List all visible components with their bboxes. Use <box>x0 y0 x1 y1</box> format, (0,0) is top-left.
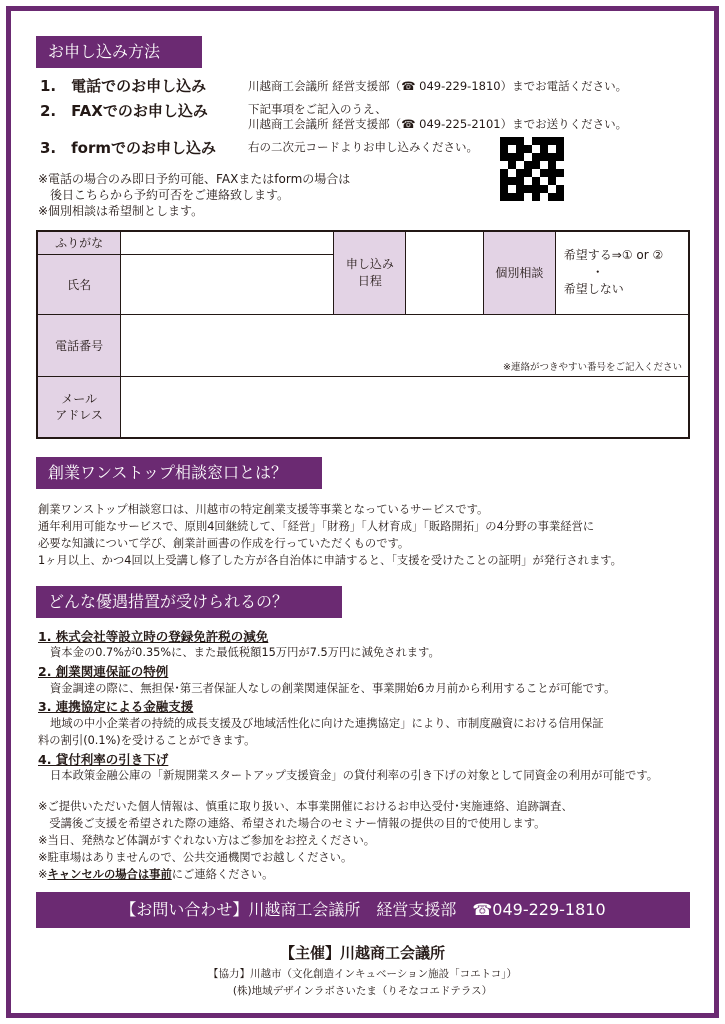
benefit-1-body: 資本金の0.7%が0.35%に、また最低税額15万円が7.5万円に減免されます。 <box>50 646 440 659</box>
mail-label-line2: アドレス <box>55 407 103 422</box>
mail-field[interactable] <box>121 376 689 438</box>
consult-label: 個別相談 <box>484 231 556 314</box>
benefit-2-body: 資金調達の際に、無担保･第三者保証人なしの創業関連保証を、事業開始6カ月前から利用することが可能です。 <box>50 682 616 695</box>
consult-option-dot: ・ <box>591 265 604 280</box>
methods-heading: お申し込み方法 <box>36 36 202 68</box>
benefit-3-body-1: 地域の中小企業者の持続的成長支援及び地域活性化に向けた連携協定」により、市制度融資における信用保証 <box>50 717 604 730</box>
benefit-4-title: 4. 貸付利率の引き下げ <box>38 752 169 767</box>
about-line-3: 必要な知識について学び、創業計画書の作成を行っていただくものです。 <box>38 537 410 550</box>
cancel-emphasis: キャンセルの場合は事前 <box>47 868 172 881</box>
contact-bar[interactable]: 【お問い合わせ】川越商工会議所 経営支援部 ☎049-229-1810 <box>36 892 690 928</box>
benefit-2-title: 2. 創業関連保証の特例 <box>38 664 169 679</box>
method-note-2: 後日こちらから予約可否をご連絡致します。 <box>38 188 290 202</box>
phone-label: 電話番号 <box>37 314 121 376</box>
method-fax-desc-1: 下記事項をご記入のうえ、 <box>248 102 387 116</box>
about-line-1: 創業ワンストップ相談窓口は、川越市の特定創業支援等事業となっているサービスです。 <box>38 503 489 516</box>
mail-label-line1: メール <box>61 391 97 406</box>
method-note-1: ※電話の場合のみ即日予約可能、FAXまたはformの場合は <box>38 172 351 186</box>
about-heading: 創業ワンストップ相談窓口とは？ <box>36 457 322 489</box>
furigana-field[interactable] <box>121 231 334 254</box>
fever-note: ※当日、発熱など体調がすぐれない方はご参加をお控えください。 <box>38 834 376 847</box>
parking-note: ※駐車場はありませんので、公共交通機関でお越しください。 <box>38 851 353 864</box>
benefit-3-body-2: 料の割引(0.1%)を受けることができます。 <box>38 734 256 747</box>
benefit-1-title: 1. 株式会社等設立時の登録免許税の減免 <box>38 629 269 644</box>
name-label: 氏名 <box>37 254 121 314</box>
organizer: 【主催】川越商工会議所 <box>279 944 445 962</box>
cooperation-line-1: 【協力】川越市（文化創造インキュベーション施設「コエトコ」） <box>208 968 517 980</box>
privacy-line-2: 受講後ご支援を希望された際の連絡、希望された場合のセミナー情報の提供の目的で使用します。 <box>38 817 546 830</box>
cancel-note <box>38 866 273 883</box>
about-line-4: 1ヶ月以上、かつ4回以上受講し修了した方が各自治体に申請すると、「支援を受けたことの証明」が発行されます。 <box>38 554 622 567</box>
method-phone-label: 1. 電話でのお申し込み <box>40 77 207 95</box>
privacy-line-1: ※ご提供いただいた個人情報は、慎重に取り扱い、本事業開催におけるお申込受付･実施連絡、追跡調査、 <box>38 800 573 813</box>
method-form-label: 3. formでのお申し込み <box>40 139 216 157</box>
qr-code-icon[interactable] <box>500 137 564 201</box>
cancel-prefix: ※ <box>38 868 48 881</box>
date-label-text: 申し込み日程 <box>345 256 394 288</box>
method-form-desc: 右の二次元コードよりお申し込みください。 <box>248 140 478 154</box>
method-note-3: ※個別相談は希望制とします。 <box>38 204 204 218</box>
date-label <box>334 231 406 314</box>
method-phone-desc: 川越商工会議所 経営支援部（☎ 049-229-1810）までお電話ください。 <box>248 79 628 93</box>
benefit-4-body: 日本政策金融公庫の「新規開業スタートアップ支援資金」の貸付利率の引き下げの対象として同資金の利用が可能です。 <box>50 769 659 782</box>
benefit-3-title: 3. 連携協定による金融支援 <box>38 699 194 714</box>
furigana-label: ふりがな <box>37 231 121 254</box>
cancel-suffix: にご連絡ください。 <box>171 868 274 881</box>
mail-label <box>37 376 121 438</box>
application-form <box>36 230 690 439</box>
consult-option-no[interactable]: 希望しない <box>563 282 624 297</box>
consult-option-yes[interactable]: 希望する⇒① or ② <box>563 248 664 263</box>
date-field[interactable] <box>406 231 484 314</box>
about-line-2: 通年利用可能なサービスで、原則4回継続して、「経営」「財務」「人材育成」「販路開拓」の4分野の事業経営に <box>38 520 595 533</box>
phone-note: ※連絡がつきやすい番号をご記入ください <box>503 361 682 373</box>
phone-field[interactable] <box>121 314 689 376</box>
name-field[interactable] <box>121 254 334 314</box>
cooperation-line-2: (株)地域デザインラボさいたま（りそなコエドテラス） <box>232 985 493 997</box>
benefits-heading: どんな優遇措置が受けられるの？ <box>36 586 342 618</box>
consult-options[interactable] <box>555 231 689 314</box>
method-fax-desc-2: 川越商工会議所 経営支援部（☎ 049-225-2101）までお送りください。 <box>248 117 628 131</box>
method-fax-label: 2. FAXでのお申し込み <box>40 102 208 120</box>
